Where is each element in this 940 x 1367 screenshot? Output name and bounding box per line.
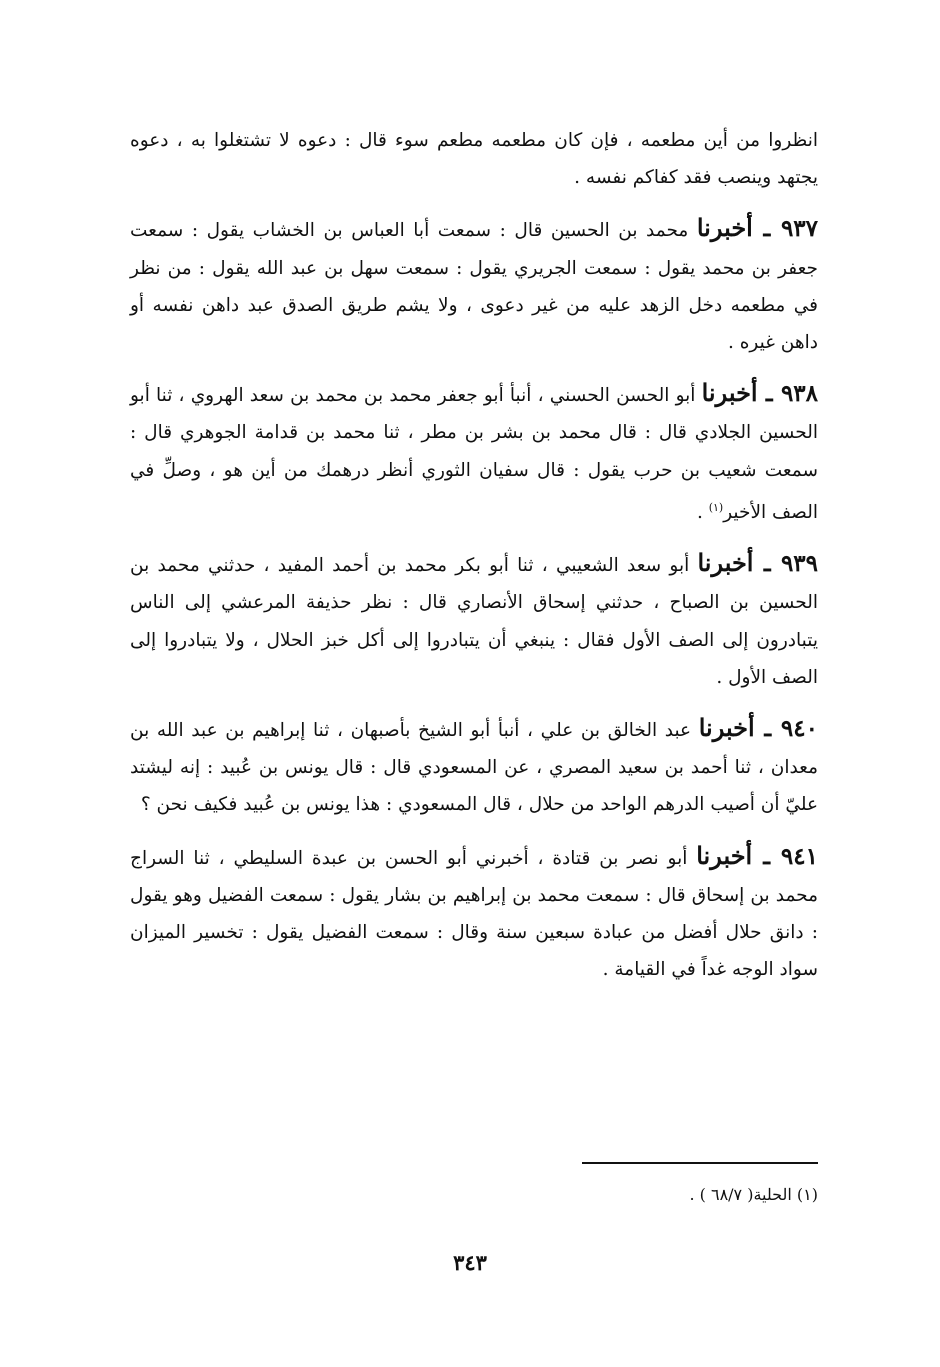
footnote-divider — [582, 1162, 818, 1164]
entry-keyword: أخبرنا — [701, 378, 758, 408]
paragraph-text: أبو نصر بن قتادة ، أخبرني أبو الحسن بن عبدة السليطي ، ثنا السراج محمد بن إسحاق قال : سمعت محمد بن إبراهيم بن بشار يقول : سمعت الفضيل وهو يقول : دانق حلال أفضل من عبادة سبعين سنة وقال : سمعت الفضيل يقول : تخسير الميزان سواد الوجه غداً في القيامة . — [130, 847, 818, 981]
footnote: (١) الحلية( ٦٨/٧ ) . — [689, 1185, 818, 1204]
paragraph-941 — [130, 837, 818, 989]
entry-keyword: أخبرنا — [698, 713, 755, 742]
paragraph-continuation — [130, 122, 818, 196]
paragraph-text: محمد بن الحسين قال : سمعت أبا العباس بن الخشاب يقول : سمعت جعفر بن محمد يقول : سمعت الجريري يقول : سمعت سهل بن عبد الله يقول : من نظر في مطعمه دخل الزهد عليه من غير دعوى ، ولا يشم طريق الصدق عبد داهن نفسه أو داهن غيره . — [130, 220, 818, 354]
page-number: ٣٤٣ — [453, 1250, 487, 1275]
paragraph-937 — [130, 209, 818, 361]
paragraph-939 — [130, 544, 818, 696]
entry-number: ٩٣٧ ـ — [752, 215, 818, 243]
paragraph-text: أبو سعد الشعيبي ، ثنا أبو بكر محمد بن أحمد المفيد ، حدثني محمد بن الحسين بن الصباح ، حدثني إسحاق الأنصاري قال : نظر حذيفة المرعشي إلى الناس يتبادرون إلى الصف الأول فقال : ينبغي أن يتبادروا إلى أكل خبز الحلال ، ولا يتبادروا إلى الصف الأول . — [130, 555, 818, 688]
main-text — [130, 122, 818, 988]
entry-number: ٩٣٨ ـ — [757, 380, 818, 408]
entry-keyword: أخبرنا — [696, 840, 753, 870]
paragraph-text: عبد الخالق بن علي ، أنبأ أبو الشيخ بأصبهان ، ثنا إبراهيم بن عبد الله بن معدان ، ثنا أحمد بن سعيد المصري ، عن المسعودي قال : قال يونس بن عُبيد : إنه ليشتد عليّ أن أصيب الدرهم الواحد من حلال ، قال المسعودي : هذا يونس بن عُبيد فكيف نحن ؟ — [130, 720, 818, 816]
paragraph-text: انظروا من أين مطعمه ، فإن كان مطعمه مطعم سوء قال : دعوه لا تشتغلوا به ، دعوه يجتهد وينصب فقد كفاكم نفسه . — [130, 130, 818, 189]
paragraph-text-end: . — [696, 501, 709, 523]
entry-keyword: أخبرنا — [697, 548, 754, 578]
footnote-reference: (١) — [708, 500, 724, 514]
paragraph-938 — [130, 374, 818, 531]
entry-number: ٩٣٩ ـ — [753, 550, 818, 578]
entry-number: ٩٤٠ ـ — [754, 715, 818, 742]
paragraph-text: أبو الحسن الحسني ، أنبأ أبو جعفر محمد بن محمد بن سعد الهروي ، ثنا أبو الحسين الجلادي قال : قال محمد بن بشر بن مطر ، ثنا محمد بن قدامة الجوهري قال : سمعت شعيب بن حرب يقول : قال سفيان الثوري أنظر درهمك من أين هو ، وصلِّ في الصف الأخير — [130, 385, 818, 523]
entry-keyword: أخبرنا — [696, 213, 753, 243]
paragraph-940 — [130, 709, 818, 824]
entry-number: ٩٤١ ـ — [752, 842, 818, 870]
